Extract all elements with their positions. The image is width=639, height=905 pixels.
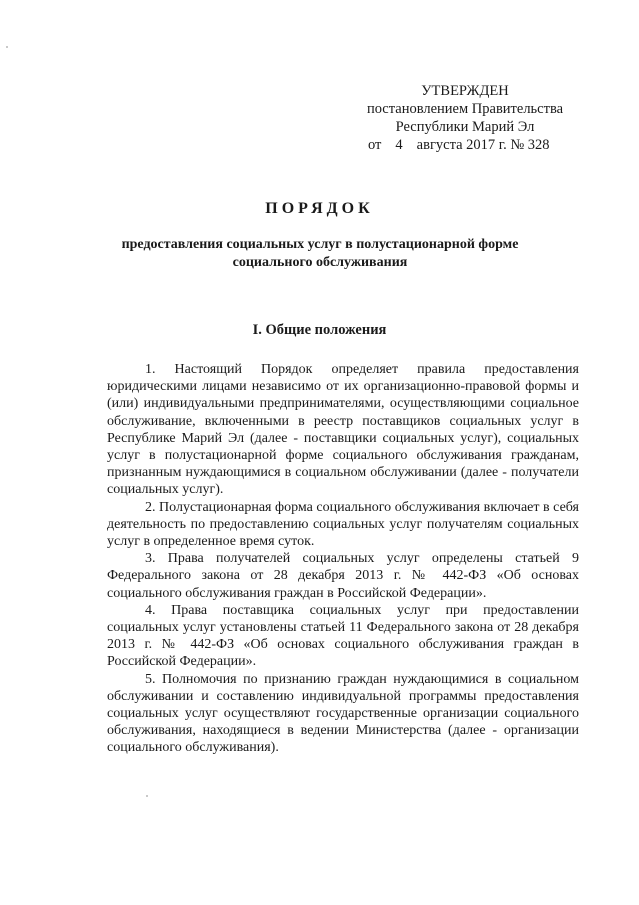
approval-number: 328: [527, 137, 550, 153]
approval-resolution: постановлением Правительства: [366, 101, 564, 117]
approval-stamp: [360, 82, 570, 154]
approval-heading: УТВЕРЖДЕН: [421, 83, 509, 99]
document-subtitle: предоставления социальных услуг в полустационарной форме социального обслуживания: [121, 237, 519, 270]
scan-speck: [146, 795, 148, 797]
approval-republic: Республики Марий Эл: [395, 119, 535, 135]
paragraph-4: 4. Права поставщика социальных услуг при предоставлении социальных услуг установлены статьей 11 Федерального закона от 28 декабря 2013 г. № 442-ФЗ «Об основах социального обслуживания граждан в Российской Федерации».: [107, 602, 579, 670]
document-body: [107, 361, 579, 757]
approval-day: 4: [395, 137, 403, 153]
section-heading: I. Общие положения: [252, 322, 387, 338]
scan-speck: [6, 46, 8, 48]
paragraph-5: 5. Полномочия по признанию граждан нуждающимися в социальном обслуживании и составлению индивидуальной программы предоставления социальных услуг осуществляют государственные организации социального обслуживания, находящиеся в ведении Министерства (далее - организации социального обслуживания).: [107, 671, 579, 756]
paragraph-1: 1. Настоящий Порядок определяет правила предоставления юридическими лицами независимо от их организационно-правовой формы и (или) индивидуальными предпринимателями, осуществляющими социальное обслуживание, включенными в реестр поставщиков социальных услуг в Республике Марий Эл (далее - поставщики социальных услуг), социальных услуг в полустационарной форме социального обслуживания гражданам, признанным нуждающимися в социальном обслуживании (далее - получатели социальных услуг).: [107, 362, 579, 498]
approval-month-year: августа 2017 г. №: [416, 137, 525, 153]
document-title: ПОРЯДОК: [265, 200, 374, 217]
approval-date-prefix: от: [368, 137, 382, 153]
approval-date-line: [360, 136, 570, 154]
paragraph-3: 3. Права получателей социальных услуг определены статьей 9 Федерального закона от 28 декабря 2013 г. № 442-ФЗ «Об основах социального обслуживания граждан в Российской Федерации».: [107, 551, 579, 601]
paragraph-2: 2. Полустационарная форма социального обслуживания включает в себя деятельность по предоставлению социальных услуг получателям социальных услуг в определенное время суток.: [107, 499, 579, 550]
